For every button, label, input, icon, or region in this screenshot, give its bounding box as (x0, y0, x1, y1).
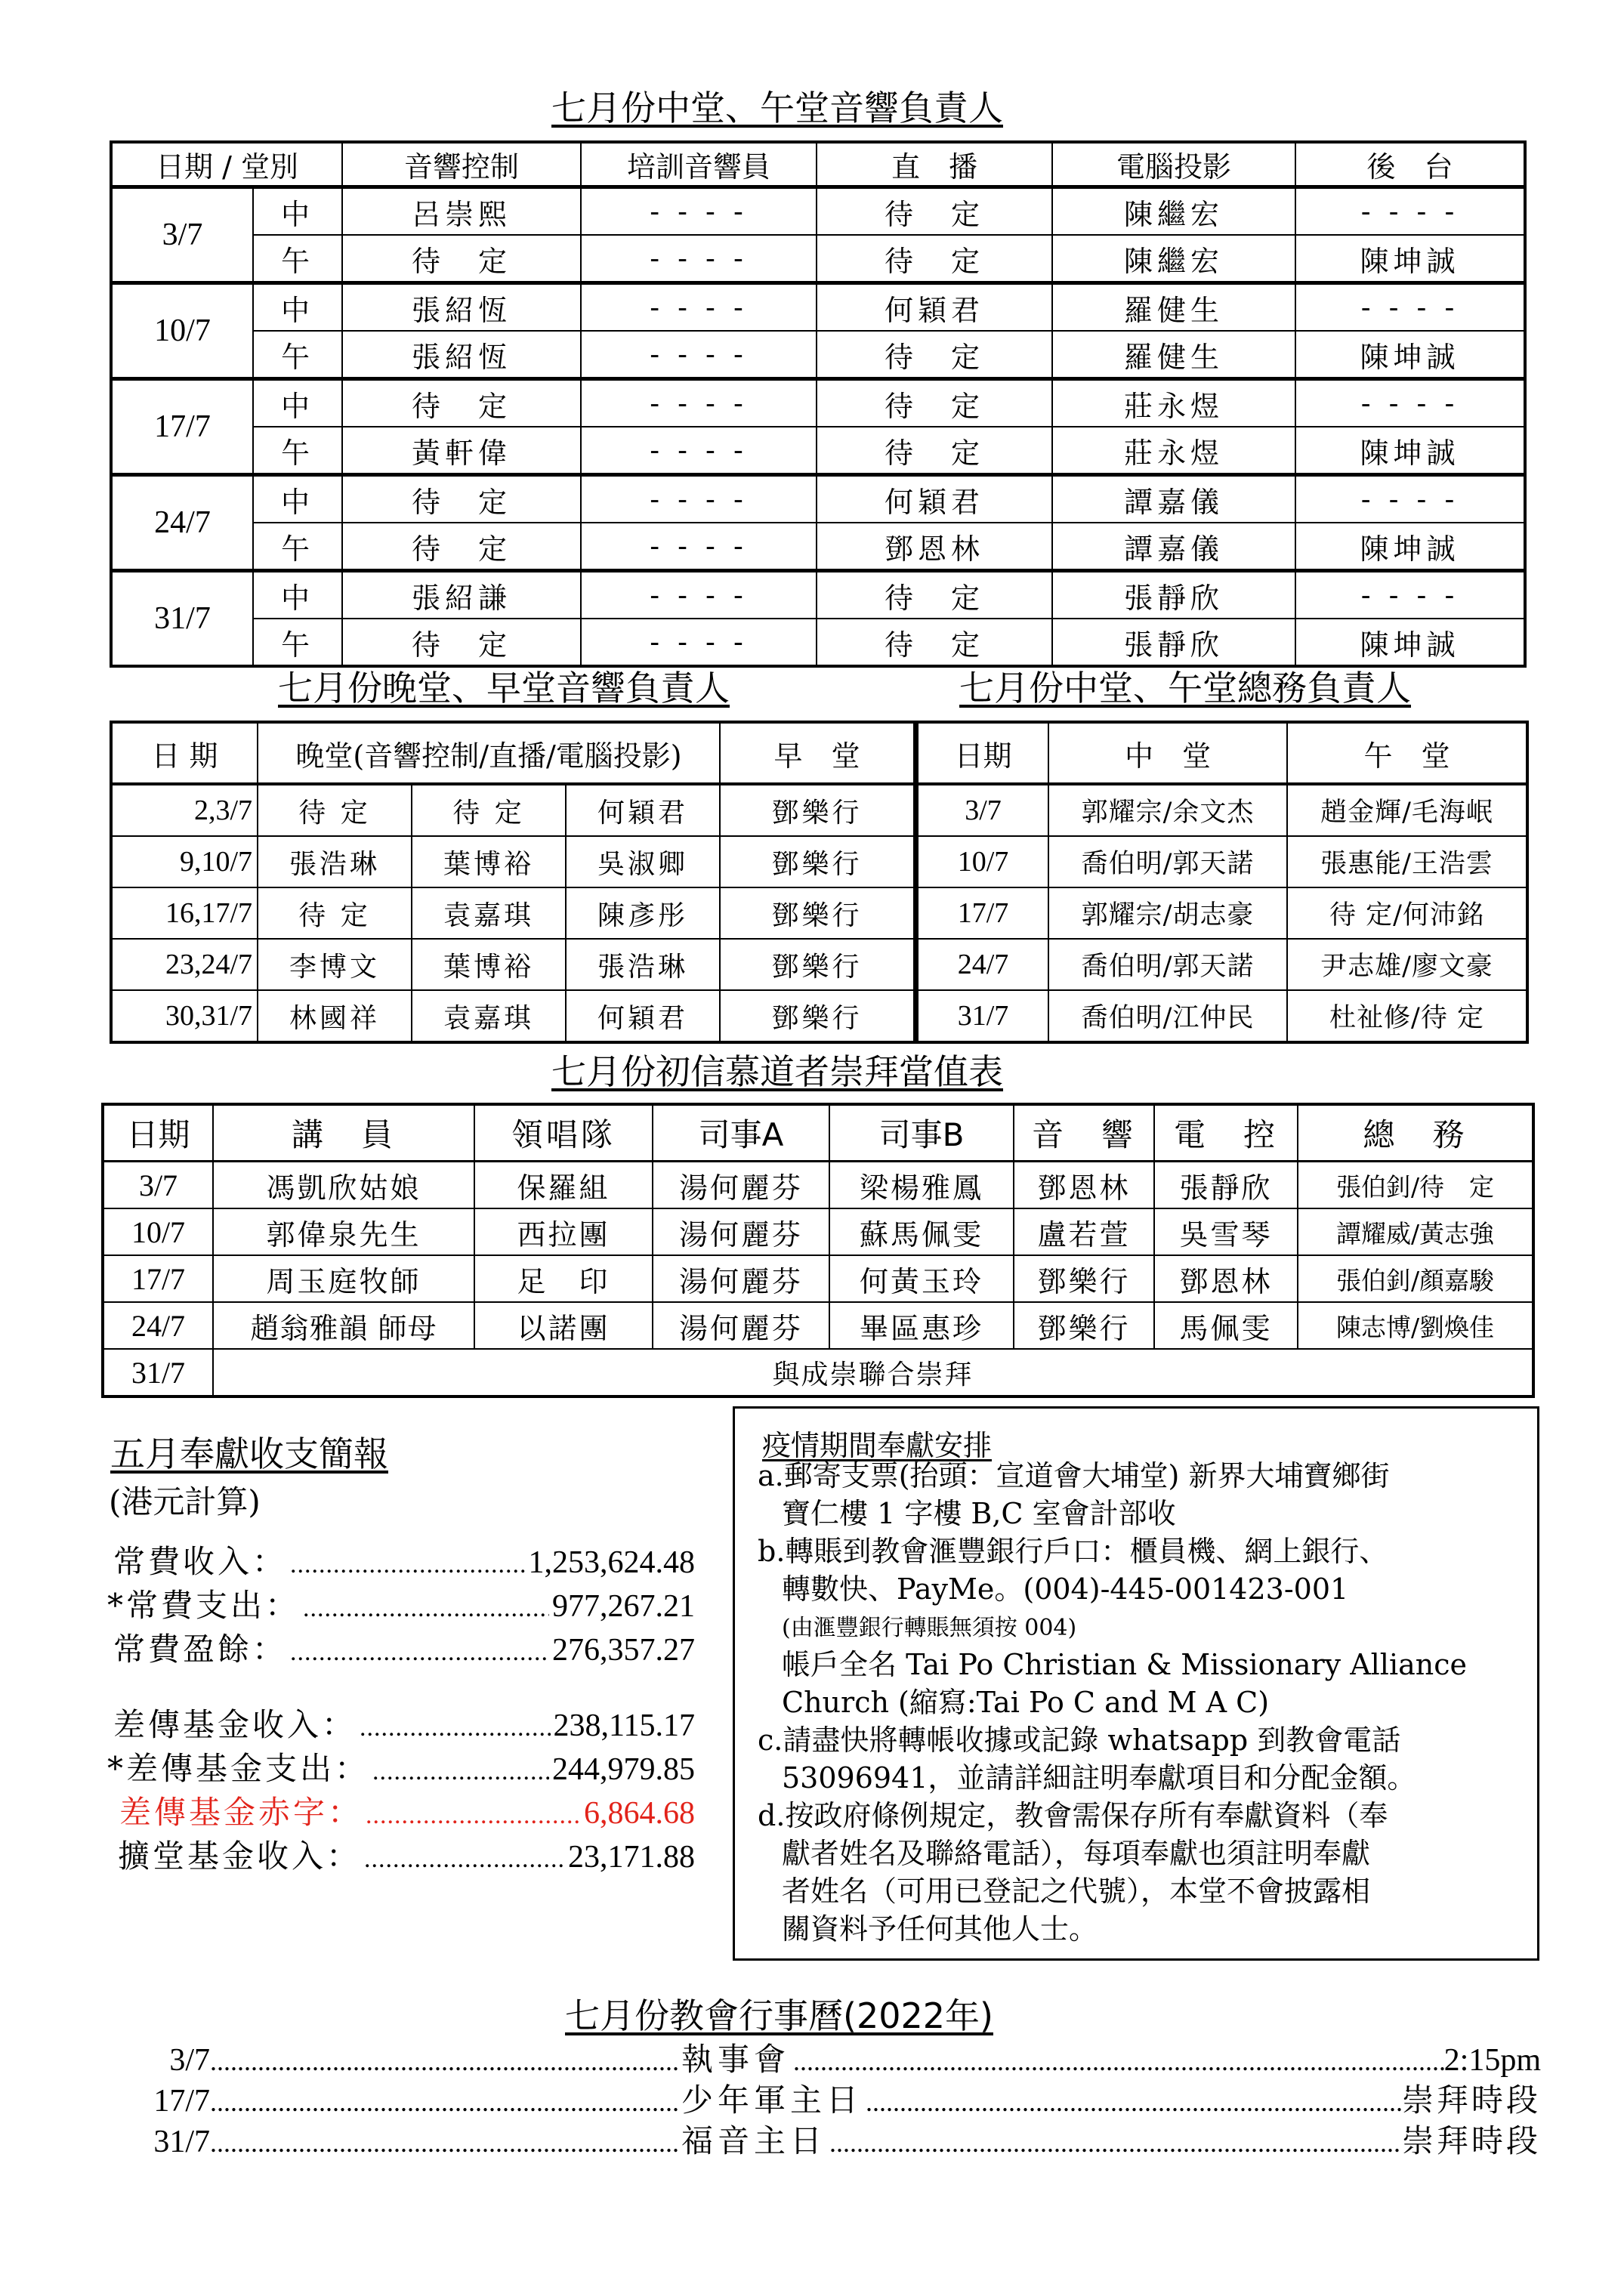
cell: 待 定 (342, 379, 581, 427)
calendar-time: 崇拜時段 (1401, 2122, 1541, 2159)
cell: 張伯釗/待 定 (1298, 1162, 1533, 1209)
cell: 待 定 (817, 187, 1052, 236)
calendar-date: 17/7 (153, 2084, 210, 2119)
cell: 鄧樂行 (1014, 1302, 1154, 1349)
cell: 羅健生 (1052, 283, 1295, 332)
date-cell: 3/7 (111, 187, 253, 283)
evening-title: 七月份晚堂、早堂音響負責人 (278, 668, 730, 708)
finance-value: 276,357.27 (552, 1633, 695, 1668)
cell: 杜祉修/待 定 (1287, 990, 1527, 1042)
cell: 張靜欣 (1154, 1162, 1298, 1209)
finance-label: 差傳基金赤字： (119, 1794, 363, 1831)
table-row (111, 571, 1525, 619)
cell: 張紹恆 (342, 283, 581, 332)
cell: 鄧樂行 (1014, 1255, 1154, 1302)
header-midday: 中 堂 (1048, 722, 1287, 784)
date-cell: 30,31/7 (111, 990, 258, 1042)
cell: 譚嘉儀 (1052, 523, 1295, 571)
cell: 畢區惠珍 (829, 1302, 1014, 1349)
date-cell: 3/7 (917, 784, 1048, 836)
finance-subtitle: (港元計算) (109, 1483, 261, 1520)
cell: - - - - (1295, 379, 1525, 427)
cell: 待 定 (258, 887, 412, 939)
header-control: 電 控 (1154, 1104, 1298, 1162)
cell: 西拉團 (474, 1208, 653, 1255)
cell: - - - - (581, 187, 817, 236)
cell: - - - - (581, 475, 817, 523)
cell: 郭耀宗/余文杰 (1048, 784, 1287, 836)
cell: 鄧樂行 (720, 939, 915, 990)
table-row (917, 887, 1527, 939)
date-cell: 24/7 (103, 1302, 213, 1349)
finance-row-deficit (119, 1792, 695, 1834)
service-cell: 午 (253, 619, 342, 666)
cell: 待 定 (258, 784, 412, 836)
cell: 喬伯明/郭天諾 (1048, 836, 1287, 887)
table-header-row (111, 142, 1525, 187)
cell: 譚耀威/黃志強 (1298, 1208, 1533, 1255)
cell: 葉博裕 (412, 836, 566, 887)
cell: 待 定 (342, 475, 581, 523)
cell: 陳彥彤 (566, 887, 720, 939)
table-row (103, 1162, 1533, 1209)
offering-title: 疫情期間奉獻安排 (762, 1429, 993, 1462)
evening-roster-table (110, 721, 916, 1044)
cell: 鄧樂行 (720, 836, 915, 887)
cell: 喬伯明/郭天諾 (1048, 939, 1287, 990)
header-livestream: 直 播 (817, 142, 1052, 187)
cell: 湯何麗芬 (653, 1162, 829, 1209)
header-projection: 電腦投影 (1052, 142, 1295, 187)
offering-line: 53096941，並請詳細註明奉獻項目和分配金額。 (782, 1761, 1416, 1795)
header-sound: 音 響 (1014, 1104, 1154, 1162)
header-trainee: 培訓音響員 (581, 142, 817, 187)
table-row (917, 990, 1527, 1042)
cell: - - - - (1295, 475, 1525, 523)
table-row (111, 836, 915, 887)
calendar-row (128, 2121, 1541, 2162)
date-cell: 17/7 (917, 887, 1048, 939)
cell: - - - - (581, 283, 817, 332)
offering-line: d.按政府條例規定，教會需保存所有奉獻資料（奉 (758, 1799, 1388, 1832)
table-row (111, 887, 915, 939)
table-row (103, 1208, 1533, 1255)
table-row (103, 1349, 1533, 1396)
date-cell: 3/7 (103, 1162, 213, 1209)
cell: 待 定 (342, 235, 581, 283)
finance-row (113, 1704, 695, 1746)
duty-title: 七月份中堂、午堂總務負責人 (959, 668, 1411, 708)
cell: 以諾團 (474, 1302, 653, 1349)
seekers-title: 七月份初信慕道者崇拜當值表 (551, 1051, 1003, 1092)
table-row (111, 523, 1525, 571)
header-evening: 晚堂(音響控制/直播/電腦投影) (258, 722, 720, 784)
cell: 吳淑卿 (566, 836, 720, 887)
cell: 保羅組 (474, 1162, 653, 1209)
cell: 待 定 (412, 784, 566, 836)
offering-line: (由滙豐銀行轉賬無須按 004) (782, 1615, 1077, 1641)
cell: 何穎君 (566, 990, 720, 1042)
cell: - - - - (1295, 571, 1525, 619)
cell: 趙翁雅韻 師母 (213, 1302, 474, 1349)
cell: 陳坤誠 (1295, 331, 1525, 379)
header-date: 日期 / 堂別 (111, 142, 342, 187)
offering-line: 轉數快、PayMe。(004)-445-001423-001 (782, 1572, 1349, 1606)
duty-roster-table (915, 721, 1529, 1044)
table-row (111, 331, 1525, 379)
cell: 喬伯明/江仲民 (1048, 990, 1287, 1042)
cell: 張惠能/王浩雲 (1287, 836, 1527, 887)
cell: 待 定 (817, 571, 1052, 619)
cell: 林國祥 (258, 990, 412, 1042)
cell: 鄧恩林 (1154, 1255, 1298, 1302)
cell: 蘇馬佩雯 (829, 1208, 1014, 1255)
cell: 待 定 (817, 619, 1052, 666)
cell: 陳坤誠 (1295, 523, 1525, 571)
date-cell: 9,10/7 (111, 836, 258, 887)
finance-value: 6,864.68 (584, 1796, 695, 1831)
finance-label: 常費收入： (113, 1543, 288, 1580)
cell: 待 定 (817, 427, 1052, 475)
cell: 張浩琳 (566, 939, 720, 990)
table-header-row (111, 722, 915, 784)
cell: - - - - (581, 619, 817, 666)
cell: 葉博裕 (412, 939, 566, 990)
cell: 黃軒偉 (342, 427, 581, 475)
cell: 何穎君 (817, 283, 1052, 332)
finance-row (113, 1628, 695, 1671)
header-afternoon: 午 堂 (1287, 722, 1527, 784)
cell: 湯何麗芬 (653, 1302, 829, 1349)
table-row (111, 939, 915, 990)
cell: 郭偉泉先生 (213, 1208, 474, 1255)
calendar-time: 2:15pm (1443, 2043, 1541, 2078)
cell: 何穎君 (566, 784, 720, 836)
offering-line: a.郵寄支票(抬頭：宣道會大埔堂) 新界大埔寶鄉街 (758, 1459, 1390, 1492)
table-row (917, 784, 1527, 836)
cell: 吳雪琴 (1154, 1208, 1298, 1255)
table-row (111, 379, 1525, 427)
cell: - - - - (1295, 187, 1525, 236)
calendar-event: 執事會 (681, 2041, 791, 2078)
finance-value: 23,171.88 (568, 1840, 695, 1875)
cell: 張紹謙 (342, 571, 581, 619)
finance-title: 五月奉獻收支簡報 (110, 1434, 388, 1474)
finance-label: *差傳基金支出： (107, 1750, 370, 1787)
cell: 羅健生 (1052, 331, 1295, 379)
cell: 待 定 (817, 331, 1052, 379)
service-cell: 午 (253, 235, 342, 283)
cell: 盧若萱 (1014, 1208, 1154, 1255)
offering-line: 帳戶全名 Tai Po Christian & Missionary Alliance (782, 1648, 1467, 1681)
cell: - - - - (581, 331, 817, 379)
cell: 鄧恩林 (1014, 1162, 1154, 1209)
cell: - - - - (1295, 283, 1525, 332)
date-cell: 24/7 (111, 475, 253, 571)
cell: 馬佩雯 (1154, 1302, 1298, 1349)
cell: 陳繼宏 (1052, 235, 1295, 283)
cell: 趙金輝/毛海岷 (1287, 784, 1527, 836)
offering-line: c.請盡快將轉帳收據或記錄 whatsapp 到教會電話 (758, 1724, 1401, 1757)
date-cell: 31/7 (111, 571, 253, 667)
cell: 張靜欣 (1052, 619, 1295, 666)
table-header-row (917, 722, 1527, 784)
cell: - - - - (581, 523, 817, 571)
offering-line: 獻者姓名及聯絡電話），每項奉獻也須註明奉獻 (782, 1837, 1371, 1870)
calendar-title: 七月份教會行事曆(2022年) (565, 1995, 993, 2036)
finance-value: 244,979.85 (552, 1752, 695, 1787)
sound-title: 七月份中堂、午堂音響負責人 (551, 88, 1003, 128)
joint-worship-cell: 與成崇聯合崇拜 (213, 1349, 1533, 1396)
cell: 梁楊雅鳳 (829, 1162, 1014, 1209)
cell: 張紹恆 (342, 331, 581, 379)
calendar-event: 少年軍主日 (681, 2082, 863, 2119)
table-row (111, 784, 915, 836)
calendar-event: 福音主日 (681, 2122, 827, 2159)
cell: 張浩琳 (258, 836, 412, 887)
date-cell: 16,17/7 (111, 887, 258, 939)
header-date: 日期 (103, 1104, 213, 1162)
cell: - - - - (581, 571, 817, 619)
cell: - - - - (581, 379, 817, 427)
cell: 鄧樂行 (720, 784, 915, 836)
offering-line: 關資料予任何其他人士。 (782, 1912, 1098, 1946)
service-cell: 中 (253, 379, 342, 427)
service-cell: 中 (253, 475, 342, 523)
date-cell: 24/7 (917, 939, 1048, 990)
finance-row (107, 1585, 695, 1627)
header-backstage: 後 台 (1295, 142, 1525, 187)
offering-line: b.轉賬到教會滙豐銀行戶口：櫃員機、網上銀行、 (758, 1535, 1388, 1568)
finance-label: *常費支出： (107, 1587, 301, 1624)
date-cell: 31/7 (103, 1349, 213, 1396)
cell: 待 定 (817, 379, 1052, 427)
calendar-row (128, 2039, 1541, 2080)
date-cell: 17/7 (103, 1255, 213, 1302)
date-cell: 17/7 (111, 379, 253, 475)
finance-value: 977,267.21 (552, 1589, 695, 1624)
finance-row (118, 1835, 695, 1878)
table-header-row (103, 1104, 1533, 1162)
date-cell: 2,3/7 (111, 784, 258, 836)
cell: 湯何麗芬 (653, 1255, 829, 1302)
offering-arrangement-box (733, 1406, 1539, 1961)
table-row (111, 475, 1525, 523)
cell: 莊永煜 (1052, 427, 1295, 475)
cell: 馮凱欣姑娘 (213, 1162, 474, 1209)
cell: 待 定 (342, 619, 581, 666)
service-cell: 午 (253, 523, 342, 571)
cell: 陳坤誠 (1295, 619, 1525, 666)
finance-value: 238,115.17 (553, 1708, 695, 1743)
cell: 莊永煜 (1052, 379, 1295, 427)
header-date: 日 期 (111, 722, 258, 784)
sound-roster-table (110, 140, 1527, 668)
table-row (103, 1255, 1533, 1302)
header-sound-control: 音響控制 (342, 142, 581, 187)
cell: 袁嘉琪 (412, 990, 566, 1042)
date-cell: 31/7 (917, 990, 1048, 1042)
table-row (111, 427, 1525, 475)
calendar-row (128, 2080, 1541, 2121)
date-cell: 23,24/7 (111, 939, 258, 990)
table-row (111, 235, 1525, 283)
date-cell: 10/7 (103, 1208, 213, 1255)
header-speaker: 講 員 (213, 1104, 474, 1162)
table-row (111, 187, 1525, 236)
cell: 呂崇熙 (342, 187, 581, 236)
cell: 湯何麗芬 (653, 1208, 829, 1255)
cell: 陳坤誠 (1295, 427, 1525, 475)
cell: 周玉庭牧師 (213, 1255, 474, 1302)
table-row (111, 283, 1525, 332)
cell: 待 定 (817, 235, 1052, 283)
cell: 張伯釗/顏嘉駿 (1298, 1255, 1533, 1302)
header-general: 總 務 (1298, 1104, 1533, 1162)
cell: 譚嘉儀 (1052, 475, 1295, 523)
cell: - - - - (581, 427, 817, 475)
cell: 郭耀宗/胡志豪 (1048, 887, 1287, 939)
cell: 袁嘉琪 (412, 887, 566, 939)
calendar-date: 31/7 (153, 2125, 210, 2159)
table-row (111, 990, 915, 1042)
finance-value: 1,253,624.48 (528, 1545, 695, 1580)
finance-row (107, 1748, 695, 1790)
finance-label: 差傳基金收入： (113, 1706, 357, 1743)
table-row (103, 1302, 1533, 1349)
service-cell: 午 (253, 331, 342, 379)
service-cell: 中 (253, 571, 342, 619)
cell: 何穎君 (817, 475, 1052, 523)
header-morning: 早 堂 (720, 722, 915, 784)
offering-line: Church (縮寫:Tai Po C and M A C) (782, 1686, 1270, 1719)
finance-row (113, 1541, 695, 1583)
seekers-roster-table (101, 1103, 1535, 1398)
calendar-time: 崇拜時段 (1401, 2082, 1541, 2119)
calendar-date: 3/7 (169, 2043, 210, 2078)
offering-line: 寶仁樓 1 字樓 B,C 室會計部收 (782, 1497, 1176, 1530)
date-cell: 10/7 (111, 283, 253, 379)
cell: 鄧恩林 (817, 523, 1052, 571)
header-worship-team: 領唱隊 (474, 1104, 653, 1162)
table-row (111, 619, 1525, 666)
cell: 陳繼宏 (1052, 187, 1295, 236)
cell: 陳志博/劉煥佳 (1298, 1302, 1533, 1349)
finance-label: 常費盈餘： (113, 1631, 288, 1668)
offering-line: 者姓名（可用已登記之代號），本堂不會披露相 (782, 1875, 1371, 1908)
header-usher-b: 司事B (829, 1104, 1014, 1162)
cell: 鄧樂行 (720, 887, 915, 939)
header-date: 日期 (917, 722, 1048, 784)
cell: 待 定 (342, 523, 581, 571)
table-row (917, 939, 1527, 990)
cell: 陳坤誠 (1295, 235, 1525, 283)
cell: 待 定/何沛銘 (1287, 887, 1527, 939)
cell: 李博文 (258, 939, 412, 990)
header-usher-a: 司事A (653, 1104, 829, 1162)
cell: - - - - (581, 235, 817, 283)
service-cell: 中 (253, 187, 342, 236)
finance-label: 擴堂基金收入： (118, 1838, 362, 1875)
service-cell: 午 (253, 427, 342, 475)
cell: 足 印 (474, 1255, 653, 1302)
table-row (917, 836, 1527, 887)
cell: 何黃玉玲 (829, 1255, 1014, 1302)
service-cell: 中 (253, 283, 342, 332)
cell: 鄧樂行 (720, 990, 915, 1042)
cell: 尹志雄/廖文豪 (1287, 939, 1527, 990)
cell: 張靜欣 (1052, 571, 1295, 619)
date-cell: 10/7 (917, 836, 1048, 887)
